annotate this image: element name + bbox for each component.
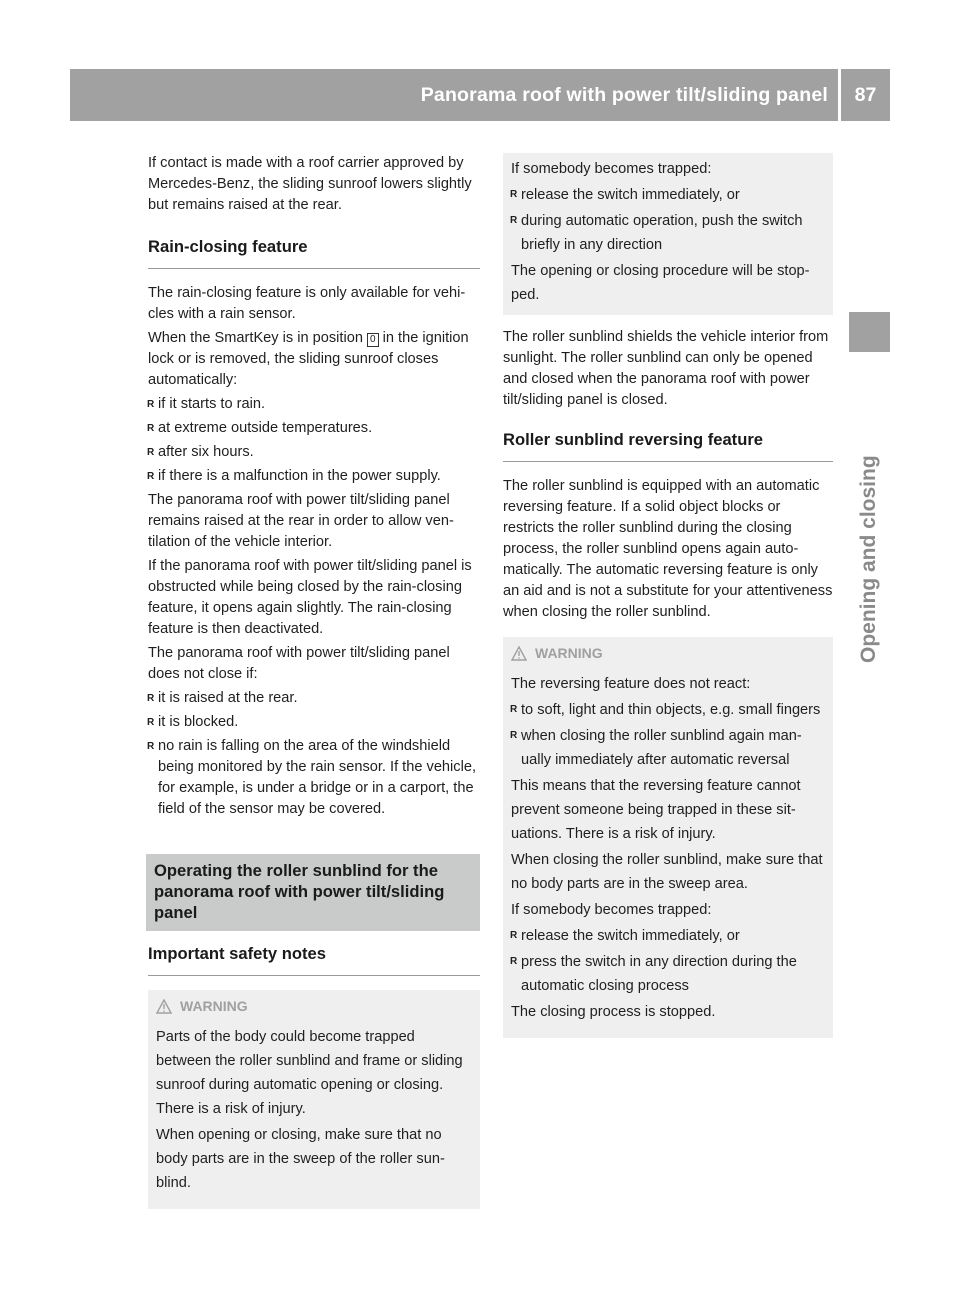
chapter-side-label xyxy=(848,363,890,663)
intro-paragraph: If contact is made with a roof carrier approved by Mercedes-Benz, the sliding sunroof lowers slightly but remains raised at the rear. xyxy=(148,155,472,213)
list-item: R no rain is falling on the area of the windshield being monitored by the rain sensor. If the vehicle, for example, is under a bridge or in a carport, the field of the sensor may be covered. xyxy=(148,736,480,820)
left-column xyxy=(148,153,480,1209)
list-item: R at extreme outside temperatures. xyxy=(148,418,480,439)
warning-title-text: WARNING xyxy=(180,998,248,1014)
rain-closing-heading: Rain-closing feature xyxy=(148,236,480,269)
chapter-tab-marker xyxy=(849,312,890,352)
warning-title xyxy=(511,643,825,664)
warning-title xyxy=(156,996,472,1017)
sunblind-paragraph: The roller sunblind shields the vehicle interior from sunlight. The roller sunblind can only be opened and closed when the panorama roof with power tilt/sliding panel is closed. xyxy=(503,329,829,408)
warning-paragraph: When opening or closing, make sure that no body parts are in the sweep of the roller sunblind. xyxy=(156,1127,445,1191)
list-item: R it is blocked. xyxy=(148,712,480,733)
warning-triangle-icon xyxy=(156,999,172,1014)
list-item: R to soft, light and thin objects, e.g. small fingers xyxy=(511,698,825,722)
list-item: R during automatic operation, push the switch briefly in any direction xyxy=(511,209,825,257)
list-item: R press the switch in any direction during the automatic closing process xyxy=(511,950,825,998)
chapter-label-text: Opening and closing xyxy=(857,455,880,663)
warning-box xyxy=(503,637,833,1038)
section-heading-box: Operating the roller sunblind for the panorama roof with power tilt/sliding panel xyxy=(146,854,480,931)
key-position-symbol: 0 xyxy=(367,333,379,347)
rain-paragraph-2 xyxy=(148,328,480,391)
list-item: R release the switch immediately, or xyxy=(511,183,825,207)
right-column xyxy=(503,153,833,1038)
warning-triangle-icon xyxy=(511,646,527,661)
warning-paragraph: This means that the reversing feature cannot prevent someone being trapped in these situations. There is a risk of injury. xyxy=(511,778,801,842)
rain-paragraph-1: The rain-closing feature is only available for vehicles with a rain sensor. xyxy=(148,285,466,322)
rain-paragraph-4: If the panorama roof with power tilt/sliding panel is obstructed while being closed by the rain-closing feature, it opens again slightly. The rain-closing feature is then deactivated. xyxy=(148,558,472,637)
reversing-paragraph: The roller sunblind is equipped with an automatic reversing feature. If a solid object blocks or restricts the roller sunblind during the closing process, the roller sunblind opens again automatically. The automatic reversing feature is only an aid and is not a substitute for your attentiveness when closing the roller sunblind. xyxy=(503,478,833,620)
warning-paragraph: When closing the roller sunblind, make sure that no body parts are in the sweep area. xyxy=(511,852,823,892)
page-title: Panorama roof with power tilt/sliding panel xyxy=(420,84,828,106)
page-number: 87 xyxy=(854,84,877,106)
rain-paragraph-2-text-b: in the ignition lock or is removed, the sliding sunroof closes automatically: xyxy=(148,330,469,388)
list-item: R if it starts to rain. xyxy=(148,394,480,415)
rain-paragraph-2-text-a: When the SmartKey is in position xyxy=(148,330,368,346)
rain-paragraph-5: The panorama roof with power tilt/sliding panel does not close if: xyxy=(148,645,450,682)
reversing-feature-heading: Roller sunblind reversing feature xyxy=(503,429,833,462)
list-item: R if there is a malfunction in the power supply. xyxy=(148,466,480,487)
warning-paragraph: The closing process is stopped. xyxy=(511,1004,716,1020)
rain-paragraph-3: The panorama roof with power tilt/sliding panel remains raised at the rear in order to allow ventilation of the vehicle interior. xyxy=(148,492,454,550)
list-item: R it is raised at the rear. xyxy=(148,688,480,709)
warning-paragraph: The reversing feature does not react: xyxy=(511,676,751,692)
warning-paragraph: Parts of the body could become trapped between the roller sunblind and frame or sliding sunroof during automatic opening or closing. There is a risk of injury. xyxy=(156,1029,463,1117)
page-header xyxy=(70,69,890,121)
list-item: R release the switch immediately, or xyxy=(511,924,825,948)
warning-box xyxy=(148,990,480,1209)
warning-paragraph: If somebody becomes trapped: xyxy=(511,902,712,918)
trapped-paragraph: The opening or closing procedure will be stopped. xyxy=(511,263,810,303)
trapped-paragraph: If somebody becomes trapped: xyxy=(511,161,712,177)
list-item: R when closing the roller sunblind again manually immediately after automatic reversal xyxy=(511,724,825,772)
safety-notes-heading: Important safety notes xyxy=(148,943,480,976)
trapped-info-box xyxy=(503,153,833,315)
list-item: R after six hours. xyxy=(148,442,480,463)
warning-title-text: WARNING xyxy=(535,645,603,661)
